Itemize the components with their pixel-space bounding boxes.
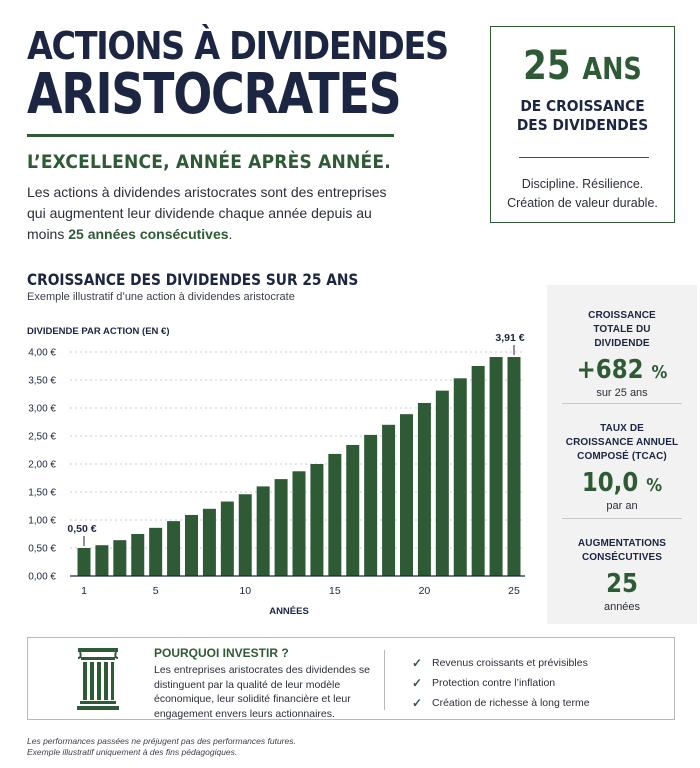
bar bbox=[78, 548, 91, 576]
bar bbox=[472, 366, 485, 576]
bar bbox=[275, 479, 288, 576]
chart-title: CROISSANCE DES DIVIDENDES SUR 25 ANS bbox=[27, 270, 359, 289]
x-tick-label: 15 bbox=[328, 585, 341, 597]
benefit-item bbox=[412, 673, 590, 693]
bar bbox=[149, 528, 162, 576]
bar bbox=[95, 545, 108, 576]
badge-note1: Discipline. Résilience. bbox=[521, 177, 644, 191]
x-tick-label: 5 bbox=[152, 585, 159, 597]
title-divider bbox=[27, 134, 394, 137]
bar bbox=[131, 534, 144, 576]
x-tick-label: 25 bbox=[508, 585, 520, 597]
bar bbox=[436, 391, 449, 576]
badge-note bbox=[491, 175, 674, 213]
benefits-list bbox=[412, 653, 590, 713]
benefit-item bbox=[412, 693, 590, 713]
why-title: POURQUOI INVESTIR ? bbox=[154, 646, 289, 660]
footnote-line2: Exemple illustratif uniquement à des fins pédagogiques. bbox=[27, 747, 238, 757]
bar bbox=[257, 486, 270, 576]
check-icon: ✓ bbox=[412, 696, 423, 710]
benefit-label: Création de richesse à long terme bbox=[432, 697, 590, 709]
intro-paragraph bbox=[27, 182, 407, 245]
annotation-label: 0,50 € bbox=[67, 523, 97, 535]
stat-total-growth bbox=[547, 309, 697, 399]
y-axis-label: DIVIDENDE PAR ACTION (EN €) bbox=[27, 326, 170, 337]
bar bbox=[418, 403, 431, 576]
intro-end: . bbox=[228, 226, 233, 242]
bar bbox=[185, 515, 198, 576]
stat-foot: années bbox=[603, 601, 641, 613]
badge-note2: Création de valeur durable. bbox=[507, 196, 658, 210]
badge-line2: DES DIVIDENDES bbox=[516, 116, 649, 134]
pillar-icon bbox=[76, 647, 120, 711]
benefit-label: Protection contre l’inflation bbox=[432, 677, 556, 689]
why-divider bbox=[384, 650, 385, 710]
stat-value bbox=[556, 569, 688, 599]
dividend-bar-chart bbox=[0, 310, 545, 625]
y-tick-label: 1,00 € bbox=[28, 515, 56, 527]
stat-divider bbox=[562, 403, 682, 404]
annotation-label: 3,91 € bbox=[495, 332, 525, 345]
bar bbox=[113, 540, 126, 576]
bar bbox=[346, 445, 359, 576]
page-title-line1: ACTIONS À DIVIDENDES bbox=[27, 24, 448, 68]
years-badge bbox=[490, 26, 675, 223]
benefit-label: Revenus croissants et prévisibles bbox=[432, 657, 588, 669]
bar bbox=[293, 471, 306, 576]
stats-panel bbox=[547, 285, 697, 624]
check-icon: ✓ bbox=[412, 676, 423, 690]
stat-unit: % bbox=[646, 475, 663, 496]
badge-divider bbox=[519, 157, 649, 158]
stat-value bbox=[556, 468, 688, 498]
why-text: Les entreprises aristocrates des dividendes se distinguent par la qualité de leur modèle économique, leur solidité financière et leur engagement envers leurs actionnaires. bbox=[154, 664, 370, 720]
bar bbox=[203, 509, 216, 576]
stat-number: +682 bbox=[576, 355, 644, 385]
bar bbox=[490, 357, 503, 576]
footnote-line1: Les performances passées ne préjugent pas des performances futures. bbox=[27, 736, 296, 746]
intro-highlight: 25 années consécutives bbox=[68, 226, 229, 242]
y-tick-label: 1,50 € bbox=[28, 487, 56, 499]
x-tick-label: 20 bbox=[418, 585, 431, 597]
stat-divider bbox=[562, 518, 682, 519]
y-tick-label: 3,00 € bbox=[28, 403, 56, 415]
badge-number bbox=[505, 43, 661, 89]
stat-label: TAUX DE CROISSANCE ANNUEL COMPOSÉ (TCAC) bbox=[565, 423, 679, 462]
stat-number: 10,0 bbox=[581, 468, 639, 498]
footnote bbox=[27, 736, 296, 758]
stat-label: CROISSANCE TOTALE DU DIVIDENDE bbox=[588, 310, 656, 349]
benefit-item bbox=[412, 653, 590, 673]
y-tick-label: 4,00 € bbox=[28, 347, 56, 359]
check-icon: ✓ bbox=[412, 656, 423, 670]
badge-number-value: 25 bbox=[523, 43, 571, 89]
stat-number: 25 bbox=[606, 569, 638, 599]
x-tick-label: 1 bbox=[81, 585, 87, 597]
stat-label: AUGMENTATIONS CONSÉCUTIVES bbox=[577, 538, 667, 563]
why-invest-box bbox=[27, 637, 675, 720]
y-tick-label: 2,50 € bbox=[28, 431, 56, 443]
y-tick-label: 3,50 € bbox=[28, 375, 56, 387]
bar bbox=[328, 454, 341, 576]
badge-number-unit: ANS bbox=[582, 52, 642, 87]
bar bbox=[167, 521, 180, 576]
badge-subtitle bbox=[498, 97, 666, 135]
x-axis-label: ANNÉES bbox=[269, 606, 309, 617]
badge-line1: DE CROISSANCE bbox=[520, 97, 645, 115]
bar bbox=[382, 425, 395, 576]
bar bbox=[508, 357, 521, 576]
bar bbox=[221, 502, 234, 576]
y-tick-label: 2,00 € bbox=[28, 459, 56, 471]
bar bbox=[310, 464, 323, 576]
stat-cagr bbox=[547, 422, 697, 512]
page-subtitle: L’EXCELLENCE, ANNÉE APRÈS ANNÉE. bbox=[27, 151, 391, 173]
chart-subtitle: Exemple illustratif d’une action à dividendes aristocrate bbox=[27, 291, 295, 303]
bar bbox=[239, 494, 252, 576]
bar bbox=[400, 414, 413, 576]
stat-consecutive bbox=[547, 537, 697, 613]
stat-value bbox=[556, 355, 688, 385]
x-tick-label: 10 bbox=[239, 585, 252, 597]
intro-text: Les actions à dividendes aristocrates sont des entreprises qui augmentent leur dividende chaque année depuis au moins bbox=[27, 184, 387, 242]
stat-foot: par an bbox=[606, 500, 638, 512]
stat-unit: % bbox=[651, 362, 668, 383]
y-tick-label: 0,00 € bbox=[28, 571, 56, 583]
bar bbox=[454, 378, 467, 576]
y-tick-label: 0,50 € bbox=[28, 543, 56, 555]
bar bbox=[364, 435, 377, 576]
page-title-line2: ARISTOCRATES bbox=[27, 62, 401, 127]
stat-foot: sur 25 ans bbox=[596, 387, 648, 399]
